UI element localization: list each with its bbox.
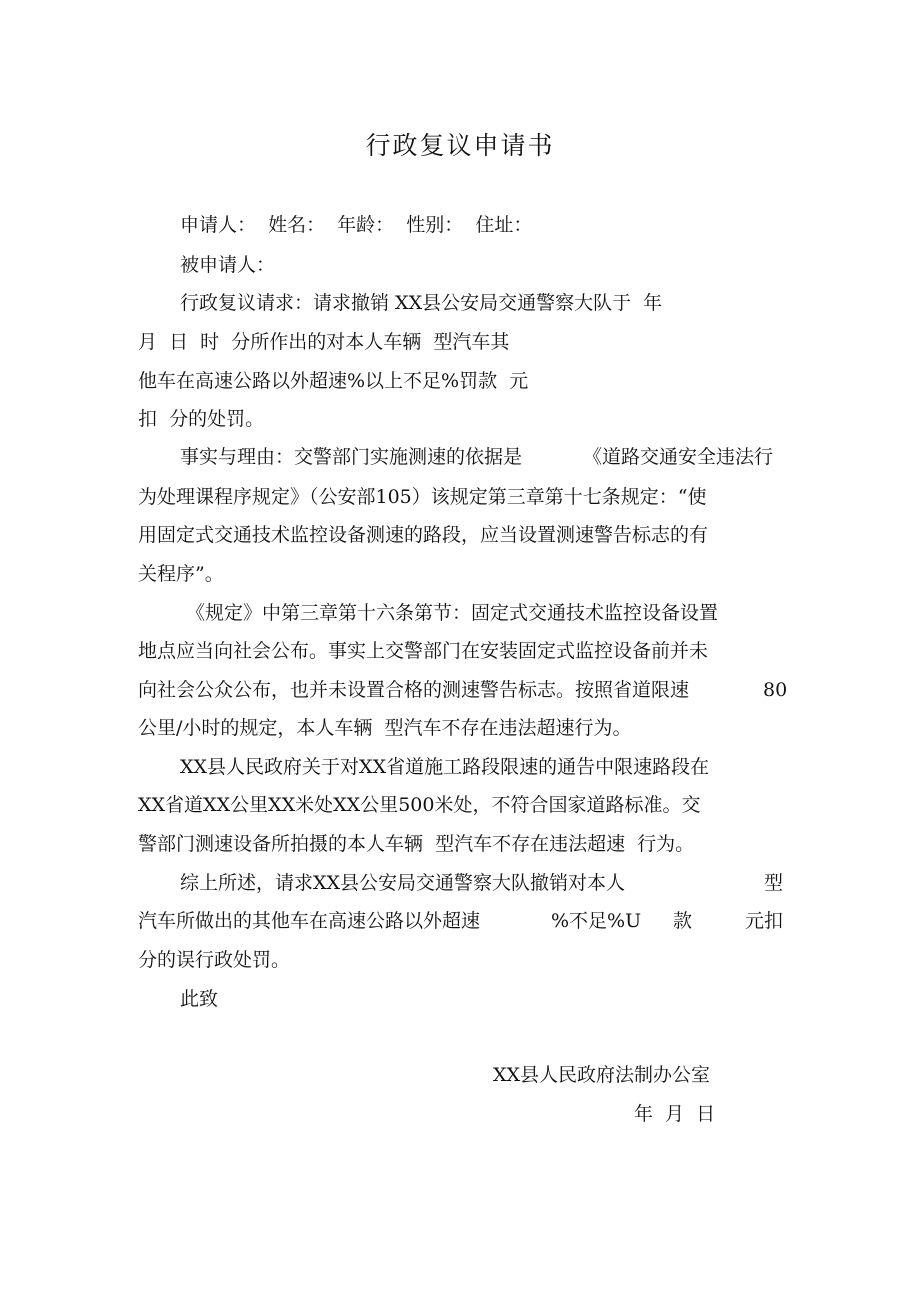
facts-line-1b: 《道路交通安全违法行	[583, 446, 774, 468]
request-line-2: 月 日 时 分所作出的对本人车辆 型汽车其	[138, 331, 510, 353]
summary-line-2a: 汽车所做出的其他车在高速公路以外超速	[138, 910, 481, 932]
notice-line-3: 警部门测速设备所拍摄的本人车辆 型汽车不存在违法超速 行为。	[138, 833, 695, 855]
notice-line-1: XX县人民政府关于对XX省道施工路段限速的通告中限速路段在	[180, 756, 710, 778]
summary-line-2d: 元扣	[745, 910, 784, 932]
facts-line-2: 为处理课程序规定》（公安部105）该规定第三章第十七条规定：“使	[138, 486, 707, 508]
request-line-4: 扣 分的处罚。	[138, 408, 265, 430]
summary-line-2b: %不足%U	[551, 910, 642, 932]
rule-line-2: 地点应当向社会公布。事实上交警部门在安装固定式监控设备前并未	[138, 640, 709, 662]
date-line: 年 月 日	[634, 1103, 716, 1125]
rule-line-1: 《规定》中第三章第十六条第节：固定式交通技术监控设备设置	[186, 602, 719, 624]
notice-line-2: XX省道XX公里XX米处XX公里500米处，不符合国家道路标准。交	[138, 794, 701, 816]
summary-line-1b: 型	[764, 872, 784, 894]
document-title: 行政复议申请书	[365, 131, 555, 160]
summary-line-1a: 综上所述，请求XX县公安局交通警察大队撤销对本人	[180, 872, 626, 894]
facts-line-3: 用固定式交通技术监控设备测速的路段，应当设置测速警告标志的有	[138, 524, 709, 546]
request-line-3: 他车在高速公路以外超速%以上不足%罚款 元	[138, 370, 529, 392]
recipient-office: XX县人民政府法制办公室	[493, 1064, 711, 1086]
closing-line: 此致	[180, 988, 219, 1010]
respondent-line: 被申请人：	[180, 254, 276, 276]
rule-line-4: 公里/小时的规定，本人车辆 型汽车不存在违法超速行为。	[138, 717, 632, 739]
applicant-line: 申请人： 姓名： 年龄： 性别： 住址：	[180, 214, 533, 236]
request-line-1: 行政复议请求：请求撤销 XX县公安局交通警察大队于 年	[180, 292, 663, 314]
facts-line-1a: 事实与理由：交警部门实施测速的依据是	[180, 446, 523, 468]
facts-line-4: 关程序”。	[138, 563, 224, 585]
summary-line-2c: 款	[673, 910, 693, 932]
rule-line-3a: 向社会公众公布，也并未设置合格的测速警告标志。按照省道限速	[138, 679, 690, 701]
summary-line-3: 分的误行政处罚。	[138, 949, 291, 971]
speed-limit-value: 80	[763, 679, 788, 701]
